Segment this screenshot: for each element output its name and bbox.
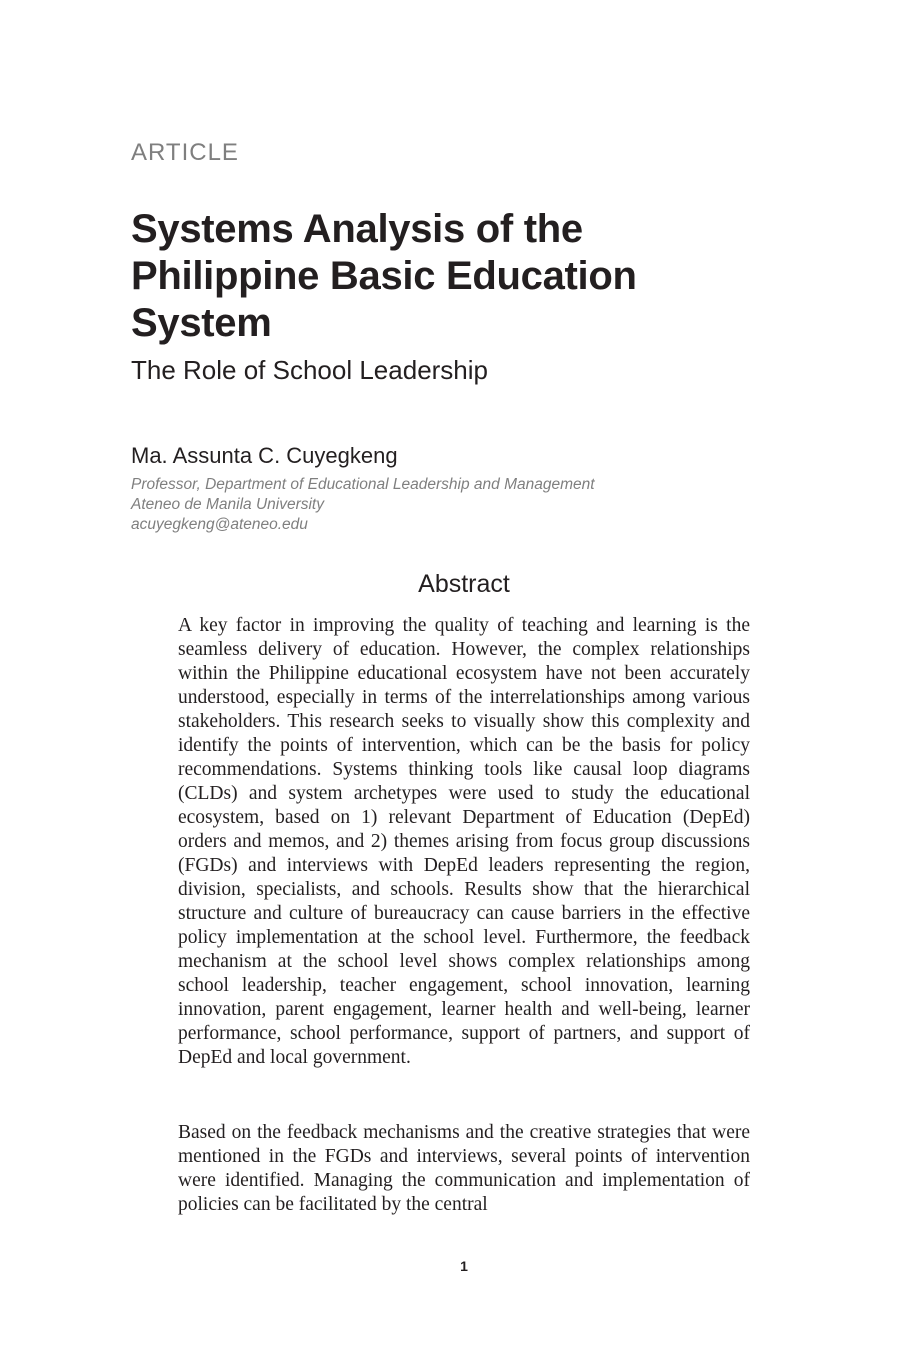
- abstract-paragraph: A key factor in improving the quality of teaching and learning is the seamless delivery of education. However, the complex relationships within the Philippine educational ecosystem have not been accurately understood, especially in terms of the interrelationships among various stakeholders. This research seeks to visually show this complexity and identify the points of intervention, which can be the basis for policy recommendations. Systems thinking tools like causal loop diagrams (CLDs) and system archetypes were used to study the educational ecosystem, based on 1) relevant Department of Education (DepEd) orders and memos, and 2) themes arising from focus group discussions (FGDs) and interviews with DepEd leaders representing the region, division, specialists, and schools. Results show that the hierarchical structure and culture of bureaucracy can cause barriers in the effective policy implementation at the school level. Furthermore, the feedback mechanism at the school level shows complex relationships among school leadership, teacher engagement, school innovation, learning innovation, parent engagement, learner health and well-being, learner performance, school performance, support of partners, and support of DepEd and local government.: [178, 615, 750, 1068]
- author-email: acuyegkeng@ateneo.edu: [131, 516, 308, 533]
- article-title: Systems Analysis of the Philippine Basic Education System: [131, 207, 637, 345]
- page-number: 1: [460, 1258, 468, 1274]
- author-name: Ma. Assunta C. Cuyegkeng: [131, 443, 398, 468]
- abstract-paragraph: Based on the feedback mechanisms and the creative strategies that were mentioned in the FGDs and interviews, several points of intervention were identified. Managing the communication and implementation of policies can be facilitated by the central: [178, 1122, 750, 1215]
- author-institution: Ateneo de Manila University: [131, 496, 324, 513]
- article-subtitle: The Role of School Leadership: [131, 355, 489, 385]
- section-label: ARTICLE: [131, 139, 239, 166]
- abstract-heading: Abstract: [418, 570, 510, 598]
- author-position: Professor, Department of Educational Leadership and Management: [131, 476, 595, 493]
